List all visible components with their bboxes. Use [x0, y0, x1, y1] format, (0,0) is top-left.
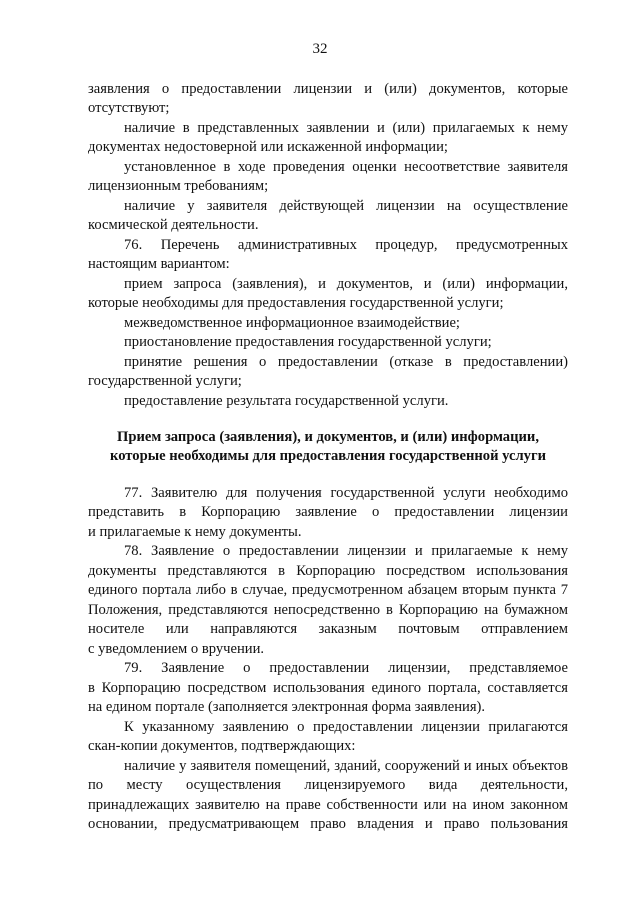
paragraph-line: и прилагаемые к нему документы. [88, 524, 302, 540]
paragraph-line: заявления о предоставлении лицензии и (или) документов, которые [88, 81, 568, 97]
paragraph-line: настоящим вариантом: [88, 256, 230, 272]
paragraph-line: космической деятельности. [88, 217, 259, 233]
paragraph-line: лицензионным требованиям; [88, 178, 269, 194]
paragraph-line: принадлежащих заявителю на праве собственности или на ином законном [88, 797, 568, 813]
paragraph-line: Положения, представляются непосредственно в Корпорацию на бумажном [88, 602, 568, 618]
paragraph-line: единого портала либо в случае, предусмотренном абзацем вторым пункта 7 [88, 582, 568, 598]
paragraph-line: межведомственное информационное взаимодействие; [124, 315, 460, 331]
paragraph-line: наличие у заявителя действующей лицензии на осуществление [124, 198, 568, 214]
paragraph-line: 79. Заявление о предоставлении лицензии, представляемое [124, 660, 568, 676]
paragraph-line: на едином портале (заполняется электронная форма заявления). [88, 699, 486, 715]
paragraph-line: 76. Перечень административных процедур, предусмотренных [124, 237, 568, 253]
paragraph-line: документы представляются в Корпорацию посредством использования [88, 563, 568, 579]
paragraph-line: установленное в ходе проведения оценки несоответствие заявителя [124, 159, 568, 175]
paragraph-line: в Корпорацию посредством использования единого портала, составляется [88, 680, 568, 696]
paragraph-line: государственной услуги; [88, 373, 242, 389]
paragraph-line: предоставление результата государственной услуги. [124, 393, 449, 409]
paragraph-line: скан-копии документов, подтверждающих: [88, 738, 356, 754]
section-heading-line: которые необходимы для предоставления государственной услуги [109, 448, 547, 464]
paragraph-line: наличие у заявителя помещений, зданий, сооружений и иных объектов [124, 758, 568, 774]
paragraph-line: документах недостоверной или искаженной информации; [88, 139, 448, 155]
paragraph-line: представить в Корпорацию заявление о предоставлении лицензии [88, 504, 568, 520]
paragraph-line: основании, предусматривающем право владения и право пользования [88, 816, 568, 832]
paragraph-line: наличие в представленных заявлении и (или) прилагаемых к нему [124, 120, 568, 136]
page-number: 32 [312, 41, 328, 57]
paragraph-line: носителе или направляются заказным почтовым отправлением [88, 621, 568, 637]
paragraph-line: принятие решения о предоставлении (отказе в предоставлении) [124, 354, 568, 370]
section-heading-line: Прием запроса (заявления), и документов, и (или) информации, [117, 429, 539, 445]
paragraph-line: 77. Заявителю для получения государственной услуги необходимо [124, 485, 568, 501]
paragraph-line: которые необходимы для предоставления государственной услуги; [88, 295, 504, 311]
paragraph-line: с уведомлением о вручении. [88, 641, 265, 657]
paragraph-line: отсутствуют; [88, 100, 170, 116]
paragraph-line: 78. Заявление о предоставлении лицензии и прилагаемые к нему [124, 543, 568, 559]
paragraph-line: К указанному заявлению о предоставлении лицензии прилагаются [124, 719, 568, 735]
paragraph-line: приостановление предоставления государственной услуги; [124, 334, 492, 350]
paragraph-line: прием запроса (заявления), и документов, и (или) информации, [124, 276, 568, 292]
paragraph-line: по месту осуществления лицензируемого вида деятельности, [88, 777, 568, 793]
